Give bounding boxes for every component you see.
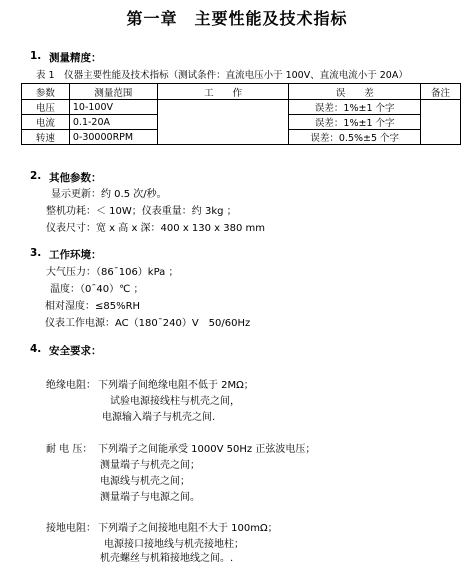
row-param: 电流 (22, 115, 70, 130)
row-remark (421, 100, 461, 145)
section2-number: 2. (30, 170, 42, 182)
voltage-line: 下列端子之间能承受 1000V 50Hz 正弦波电压； (98, 444, 316, 455)
section2-title: 其他参数： (49, 172, 102, 184)
row-error: 误差：1%±1 个字 (289, 100, 421, 115)
voltage-line: 测量端子与机壳之间； (100, 460, 200, 471)
row-range: 0-30000RPM (69, 130, 157, 145)
section3-line: 仪表工作电源：AC（180¯240）V 50/60Hz (45, 318, 251, 329)
row-param: 电压 (22, 100, 70, 115)
table-row (22, 100, 461, 115)
table-caption: 表 1 仪器主要性能及技术指标（测试条件：直流电压小于 100V、直流电流小于 20A） (36, 70, 408, 81)
insulation-label: 绝缘电阻： (46, 380, 96, 391)
header-work: 工 作 (157, 84, 289, 100)
row-error: 误差：1%±1 个字 (289, 115, 421, 130)
row-range: 10-100V (69, 100, 157, 115)
ground-line: 电源接口接地线与机壳接地柱； (104, 539, 244, 550)
voltage-line: 电源线与机壳之间； (100, 476, 190, 487)
ground-label: 接地电阻： (46, 523, 96, 534)
row-param: 转速 (22, 130, 70, 145)
section2-line: 整机功耗：＜ 10W；仪表重量：约 3kg ； (46, 206, 237, 217)
section3-title: 工作环境： (49, 249, 102, 261)
voltage-label: 耐 电 压： (46, 444, 93, 455)
header-range: 测量范围 (69, 84, 157, 100)
ground-line: 机壳螺丝与机箱接地线之间。. (100, 553, 234, 564)
section4-number: 4. (30, 343, 42, 355)
voltage-line: 测量端子与电源之间。 (100, 492, 200, 503)
section4-title: 安全要求： (49, 345, 102, 357)
section1-number: 1. (30, 50, 42, 62)
spec-table (21, 83, 461, 145)
section1-title: 测量精度： (49, 52, 102, 64)
header-error: 误 差 (289, 84, 421, 100)
row-error: 误差：0.5%±5 个字 (289, 130, 421, 145)
insulation-line: 下列端子间绝缘电阻不低于 2MΩ； (98, 380, 254, 391)
table-header-row (22, 84, 461, 100)
ground-line: 下列端子之间接地电阻不大于 100mΩ； (98, 523, 278, 534)
section2-line: 仪表尺寸：宽 x 高 x 深：400 x 130 x 380 mm (46, 223, 266, 234)
header-remark: 备注 (421, 84, 461, 100)
section2-line: 显示更新：约 0.5 次/秒。 (51, 189, 167, 200)
chapter-title: 第一章 主要性能及技术指标 (126, 9, 348, 28)
section3-line: 大气压力：（86¯106）kPa ； (46, 267, 179, 278)
section3-number: 3. (30, 247, 42, 259)
row-range: 0.1-20A (69, 115, 157, 130)
insulation-line: 试验电源接线柱与机壳之间， (110, 396, 240, 407)
row-work (157, 100, 289, 145)
header-param: 参数 (22, 84, 70, 100)
section3-line: 相对湿度：≤85%RH (45, 301, 141, 312)
section3-line: 温度：（0¯40）℃ ； (50, 284, 144, 295)
insulation-line: 电源输入端子与机壳之间. (102, 412, 216, 423)
